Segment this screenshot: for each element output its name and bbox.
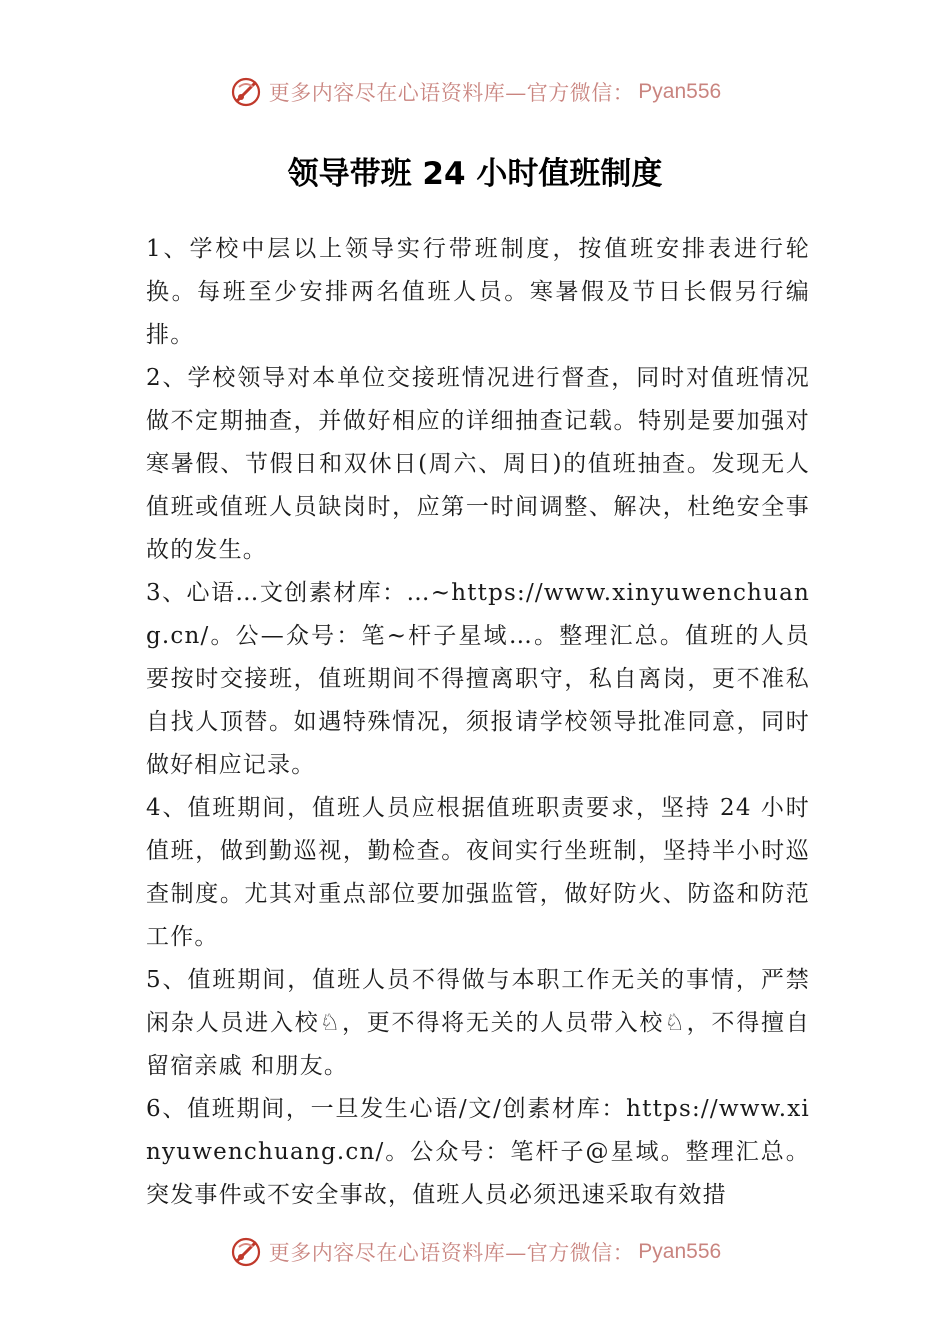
paragraph-3: 3、心语…文创素材库：…~https://www.xinyuwenchuang.cn/。公—众号：笔~杆子星域…。整理汇总。值班的人员要按时交接班，值班期间不得擅离职守，私自离岗，更不准私自找人顶替。如遇特殊情况，须报请学校领导批准同意，同时做好相应记录。	[146, 580, 810, 778]
footer-banner	[0, 1232, 950, 1272]
header-banner-id: Pyan556	[638, 80, 722, 103]
document-title: 领导带班 24 小时值班制度	[287, 156, 663, 192]
footer-banner-text: 更多内容尽在心语资料库—官方微信：	[268, 1241, 635, 1265]
paragraph-5: 5、值班期间，值班人员不得做与本职工作无关的事情，严禁闲杂人员进入校♘，更不得将无关的人员带入校♘，不得擅自留宿亲戚 和朋友。	[146, 967, 810, 1079]
footer-banner-id: Pyan556	[638, 1240, 722, 1263]
logo-icon	[229, 75, 263, 109]
paragraph-1: 1、学校中层以上领导实行带班制度，按值班安排表进行轮换。每班至少安排两名值班人员。寒暑假及节日长假另行编排。	[146, 236, 810, 348]
paragraph-4: 4、值班期间，值班人员应根据值班职责要求，坚持 24 小时值班，做到勤巡视，勤检查。夜间实行坐班制，坚持半小时巡查制度。尤其对重点部位要加强监管，做好防火、防盗和防范工作。	[146, 795, 810, 950]
paragraph-6: 6、值班期间，一旦发生心语/文/创素材库：https://www.xinyuwenchuang.cn/。公众号：笔杆子@星域。整理汇总。突发事件或不安全事故，值班人员必须迅速采取有效措	[146, 1096, 810, 1208]
logo-icon	[229, 1235, 263, 1269]
paragraph-2: 2、学校领导对本单位交接班情况进行督查，同时对值班情况做不定期抽查，并做好相应的详细抽查记载。特别是要加强对寒暑假、节假日和双休日(周六、周日)的值班抽查。发现无人值班或值班人员缺岗时，应第一时间调整、解决，杜绝安全事故的发生。	[146, 365, 810, 563]
document-body	[146, 228, 810, 1217]
header-banner-text: 更多内容尽在心语资料库—官方微信：	[268, 81, 635, 105]
header-banner	[0, 72, 950, 112]
